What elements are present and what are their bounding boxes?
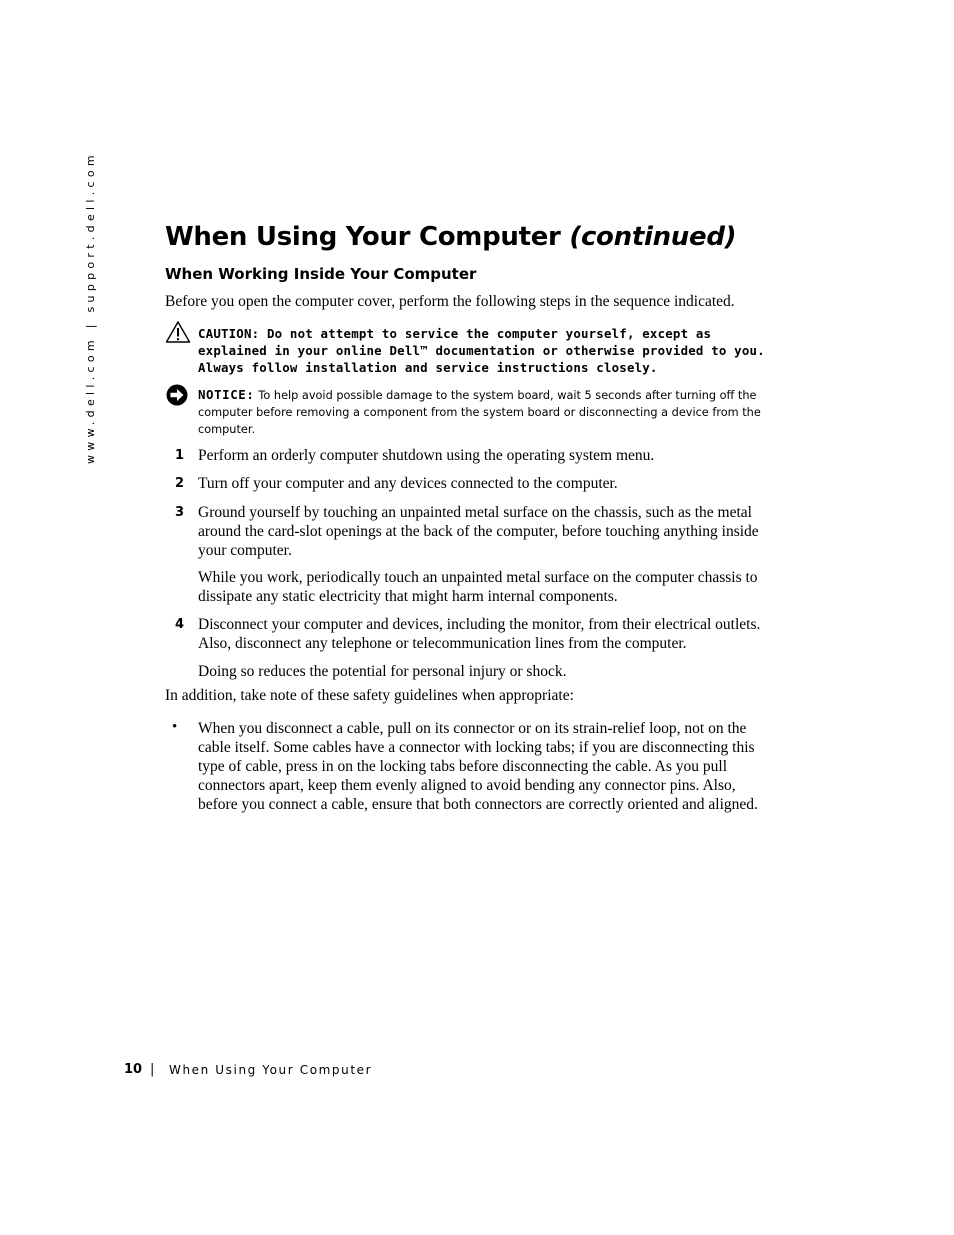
page-title-main: When Using Your Computer [165,222,561,252]
footer-chapter-title: When Using Your Computer [169,1063,373,1077]
step-note: While you work, periodically touch an unpainted metal surface on the computer chassis to dissipate any static electricity that might harm internal components. [198,569,758,605]
page-title-continued: (continued) [569,222,737,252]
step-text: Perform an orderly computer shutdown using the operating system menu. [198,447,655,464]
side-url: www.dell.com | support.dell.com [84,151,97,464]
step-number: 2 [175,476,185,491]
step-note: Doing so reduces the potential for personal injury or shock. [198,663,567,680]
step-number: 1 [175,448,185,463]
footer-separator: | [150,1062,155,1077]
step-text: Ground yourself by touching an unpainted metal surface on the chassis, such as the metal around the card-slot openings at the back of the computer, before touching anything inside your computer. [198,504,759,559]
notice-arrow-icon [166,384,188,406]
step-number: 3 [175,505,185,520]
safety-intro: In addition, take note of these safety guidelines when appropriate: [165,687,574,704]
caution-text: CAUTION: Do not attempt to service the computer yourself, except as explained in your online Dell™ documentation or otherwise provided to you. Always follow installation and service instructions closely. [198,326,765,375]
footer-page-number: 10 [124,1062,143,1077]
bullet-text: When you disconnect a cable, pull on its connector or on its strain-relief loop, not on the cable itself. Some cables have a connector with locking tabs; if you are disconnecting this type of cable, press in on the locking tabs before disconnecting the cable. As you pull connectors apart, keep them evenly aligned to avoid bending any connector pins. Also, before you connect a cable, ensure that both connectors are correctly oriented and aligned. [198,720,758,813]
step-text: Disconnect your computer and devices, including the monitor, from their electrical outlets. Also, disconnect any telephone or telecommunication lines from the computer. [198,616,761,652]
notice-body: To help avoid possible damage to the system board, wait 5 seconds after turning off the computer before removing a component from the system board or disconnecting a device from the computer. [198,389,761,436]
notice-label: NOTICE: [198,387,255,402]
page-title [165,222,736,252]
step-text: Turn off your computer and any devices connected to the computer. [198,475,618,492]
step-number: 4 [175,617,185,632]
intro-paragraph: Before you open the computer cover, perform the following steps in the sequence indicated. [165,293,735,310]
section-heading: When Working Inside Your Computer [165,265,477,283]
bullet-symbol: • [172,719,178,735]
warning-triangle-icon [165,320,191,344]
notice-text [198,386,778,438]
